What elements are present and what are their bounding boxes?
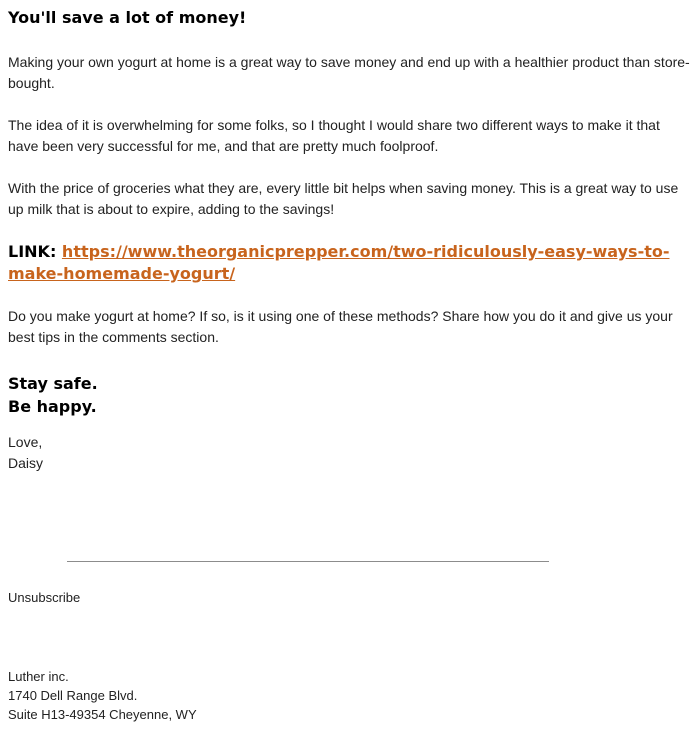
footer-divider: [67, 561, 549, 562]
closing: [8, 432, 692, 474]
paragraph-intro: Making your own yogurt at home is a great way to save money and end up with a healthier product than store-bought.: [8, 54, 690, 91]
paragraph-methods: The idea of it is overwhelming for some folks, so I thought I would share two different ways to make it that have been very successful for me, and that are pretty much foolproof.: [8, 117, 660, 154]
footer-address: [8, 667, 197, 724]
email-heading: You'll save a lot of money!: [8, 8, 247, 27]
signoff-line-1: Stay safe.: [8, 374, 98, 393]
paragraph-savings: With the price of groceries what they are, every little bit helps when saving money. This is a great way to use up milk that is about to expire, adding to the savings!: [8, 180, 679, 217]
address-company: Luther inc.: [8, 669, 69, 684]
closing-name: Daisy: [8, 455, 44, 471]
address-street: 1740 Dell Range Blvd.: [8, 688, 138, 703]
signoff: [8, 372, 692, 418]
closing-salutation: Love,: [8, 434, 43, 450]
address-suite-city: Suite H13-49354 Cheyenne, WY: [8, 707, 197, 722]
article-link[interactable]: https://www.theorganicprepper.com/two-ridiculously-easy-ways-to-make-homemade-yogurt/: [8, 242, 670, 283]
link-paragraph: [8, 241, 692, 285]
unsubscribe-link[interactable]: Unsubscribe: [8, 590, 81, 605]
paragraph-question: Do you make yogurt at home? If so, is it using one of these methods? Share how you do it and give us your best tips in the comments section.: [8, 308, 673, 345]
signoff-line-2: Be happy.: [8, 397, 97, 416]
link-label: LINK:: [8, 242, 57, 261]
